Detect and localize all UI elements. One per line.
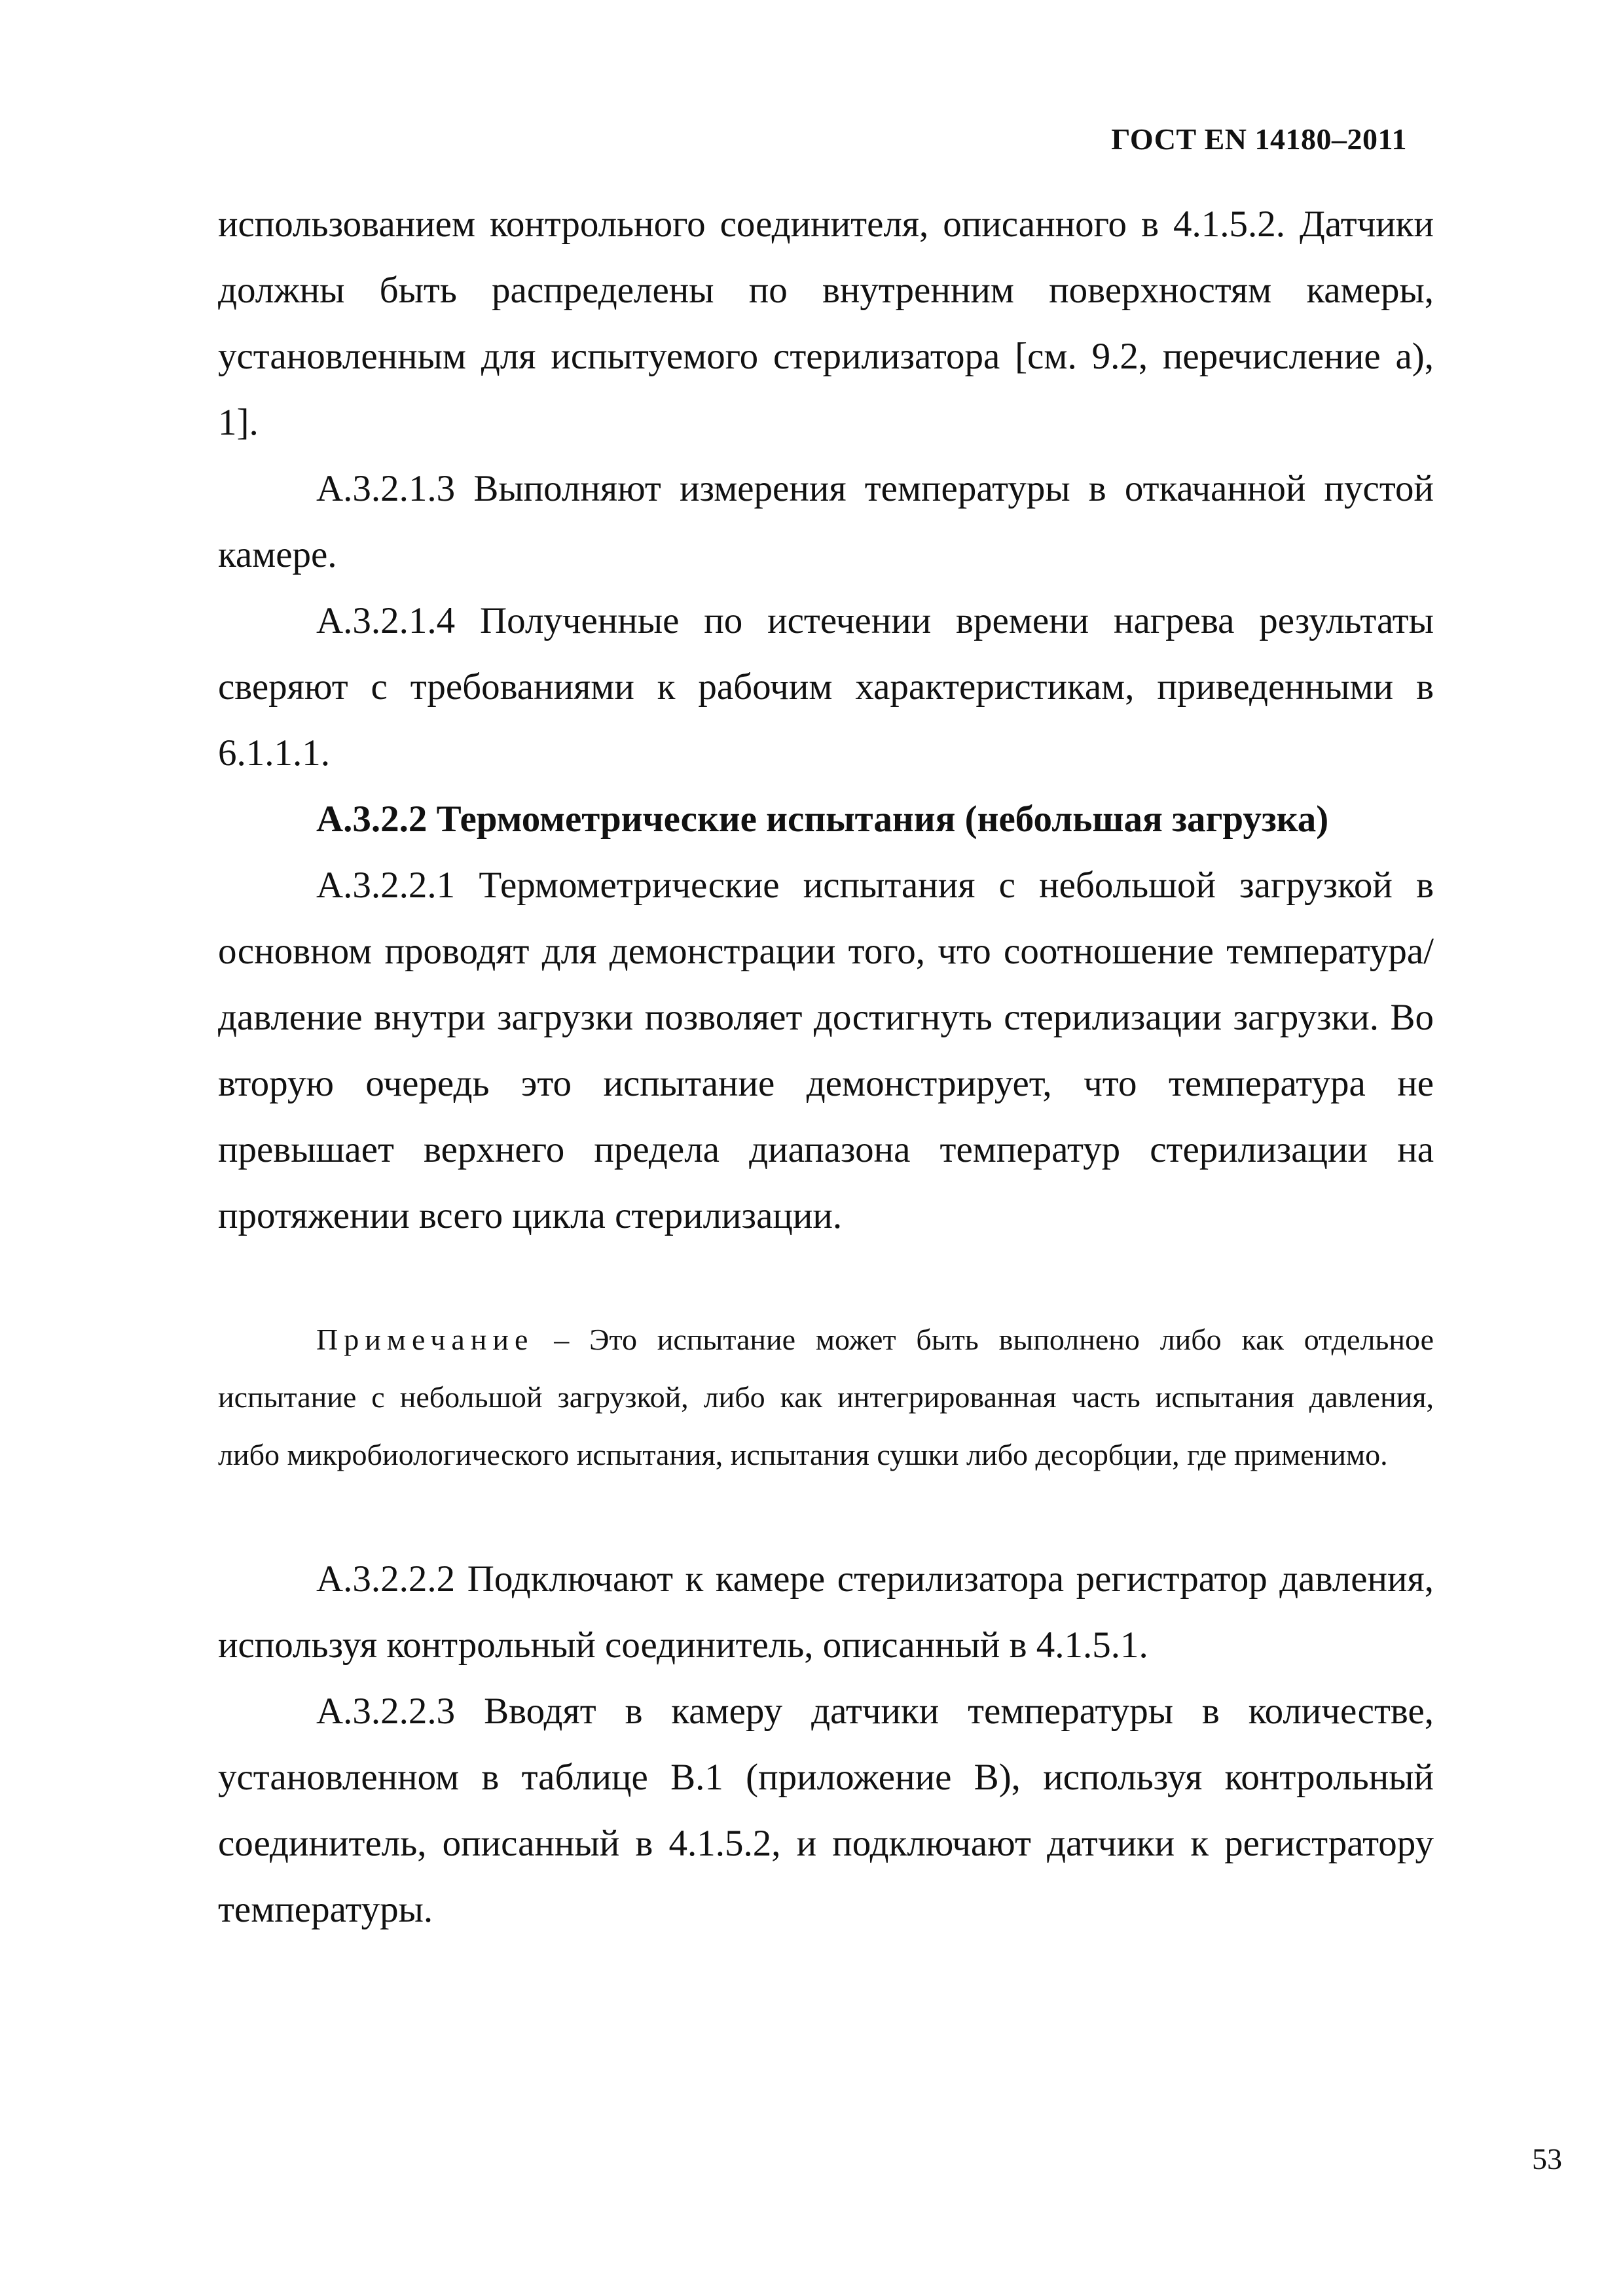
paragraph-a3214: A.3.2.1.4 Полученные по истечении времени нагрева результаты сверяют с требованиями к рабочим характеристикам, приведенными в 6.1.1.1. (218, 600, 1434, 774)
note-block (218, 1311, 1434, 1484)
paragraph-a3221: A.3.2.2.1 Термометрические испытания с небольшой загрузкой в основном проводят для демонстрации того, что соотношение температура/давление внутри загрузки позволяет достигнуть стерилизации загрузки. Во вторую очередь это испытание демонстрирует, что температура не превышает верхнего предела диапазона температур стерилизации на протяжении всего цикла стерилизации. (218, 865, 1434, 1236)
paragraph-a3213: A.3.2.1.3 Выполняют измерения температуры в откачанной пустой камере. (218, 468, 1434, 575)
page-number: 53 (1532, 2142, 1562, 2176)
note-text: – Это испытание может быть выполнено либо как отдельное испытание с небольшой загрузкой, либо как интегрированная часть испытания давления, либо микробиологического испытания, испытания сушки либо десорбции, где применимо. (218, 1323, 1434, 1471)
note-label: Примечание (316, 1323, 534, 1356)
document-body (218, 191, 1434, 1943)
document-header: ГОСТ EN 14180–2011 (1111, 122, 1407, 156)
paragraph-a3222: A.3.2.2.2 Подключают к камере стерилизатора регистратор давления, используя контрольный соединитель, описанный в 4.1.5.1. (218, 1558, 1434, 1666)
section-heading-a322: A.3.2.2 Термометрические испытания (небольшая загрузка) (316, 798, 1329, 840)
paragraph-a3223: A.3.2.2.3 Вводят в камеру датчики температуры в количестве, установленном в таблице В.1 (приложение В), используя контрольный соединитель, описанный в 4.1.5.2, и подключают датчики к регистратору температуры. (218, 1691, 1434, 1930)
paragraph-continuation: использованием контрольного соединителя, описанного в 4.1.5.2. Датчики должны быть распределены по внутренним поверхностям камеры, установленным для испытуемого стерилизатора [см. 9.2, перечисление а), 1]. (218, 204, 1434, 443)
